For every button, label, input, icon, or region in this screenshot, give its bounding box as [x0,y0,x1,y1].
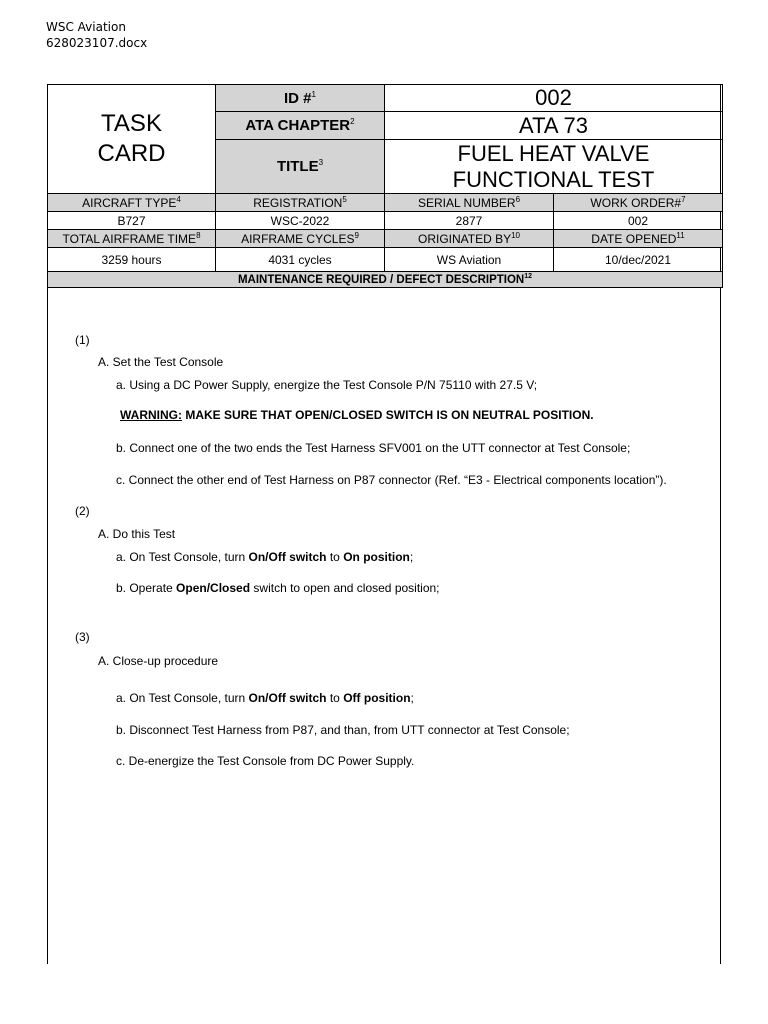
total-airframe-time-value: 3259 hours [48,248,216,272]
id-sup: 1 [311,89,316,99]
step-1a-a: a. Using a DC Power Supply, energize the Test Console P/N 75110 with 27.5 V; [116,378,538,392]
title-value-line1: FUEL HEAT VALVE [457,140,650,166]
header-originated-by: ORIGINATED BY$^{10}$ [385,230,554,248]
warning-label: WARNING: [120,408,182,422]
defect-description-header: MAINTENANCE REQUIRED / DEFECT DESCRIPTION$^{12}$ [48,272,723,288]
registration-value: WSC-2022 [216,212,385,230]
ata-value: ATA 73 [385,112,723,140]
step-2a-b: b. Operate Open/Closed switch to open and closed position; [116,581,440,595]
title-label-cell [216,140,385,194]
step-3a-b: b. Disconnect Test Harness from P87, and than, from UTT connector at Test Console; [116,723,570,737]
ata-label-cell [216,112,385,140]
company-name: WSC Aviation [46,20,126,34]
step-1a-c: c. Connect the other end of Test Harness on P87 connector (Ref. “E3 - Electrical components location”). [116,473,667,487]
header-serial-number: SERIAL NUMBER$^6$ [385,194,554,212]
step-2a: A. Do this Test [98,527,176,541]
id-value: 002 [385,85,723,112]
task-card-line2: CARD [97,140,166,167]
step-3: (3) [75,630,90,644]
step-2a-a: a. On Test Console, turn On/Off switch to On position; [116,550,414,564]
header-registration: REGISTRATION$^5$ [216,194,385,212]
header-work-order: WORK ORDER#$^7$ [554,194,723,212]
task-card-table [47,84,723,288]
date-opened-value: 10/dec/2021 [554,248,723,272]
header-total-airframe-time: TOTAL AIRFRAME TIME$^8$ [48,230,216,248]
serial-number-value: 2877 [385,212,554,230]
file-name: 628023107.docx [46,36,148,50]
step-1a: A. Set the Test Console [98,355,224,369]
title-value-line2: FUNCTIONAL TEST [452,166,655,192]
step-1: (1) [75,333,90,347]
header-date-opened: DATE OPENED$^{11}$ [554,230,723,248]
task-card-line1: TASK [101,110,162,137]
header-airframe-cycles: AIRFRAME CYCLES$^9$ [216,230,385,248]
aircraft-type-value: B727 [48,212,216,230]
id-label-cell [216,85,385,112]
ata-label: ATA CHAPTER [245,117,351,134]
id-label: ID # [284,89,312,107]
step-2: (2) [75,504,90,518]
step-3a-c: c. De-energize the Test Console from DC Power Supply. [116,754,415,768]
task-card-title [48,85,216,194]
ata-sup: 2 [350,117,355,126]
title-sup: 3 [318,158,324,167]
header-aircraft-type: AIRCRAFT TYPE$^4$ [48,194,216,212]
airframe-cycles-value: 4031 cycles [216,248,385,272]
originated-by-value: WS Aviation [385,248,554,272]
title-value [385,140,723,194]
warning [120,408,594,422]
step-3a: A. Close-up procedure [98,654,219,668]
work-order-value: 002 [554,212,723,230]
document-header [46,19,147,51]
step-3a-a: a. On Test Console, turn On/Off switch to Off position; [116,691,414,705]
warning-text: MAKE SURE THAT OPEN/CLOSED SWITCH IS ON NEUTRAL POSITION. [182,408,594,422]
step-1a-b: b. Connect one of the two ends the Test Harness SFV001 on the UTT connector at Test Console; [116,441,631,455]
title-label: TITLE [276,158,319,175]
